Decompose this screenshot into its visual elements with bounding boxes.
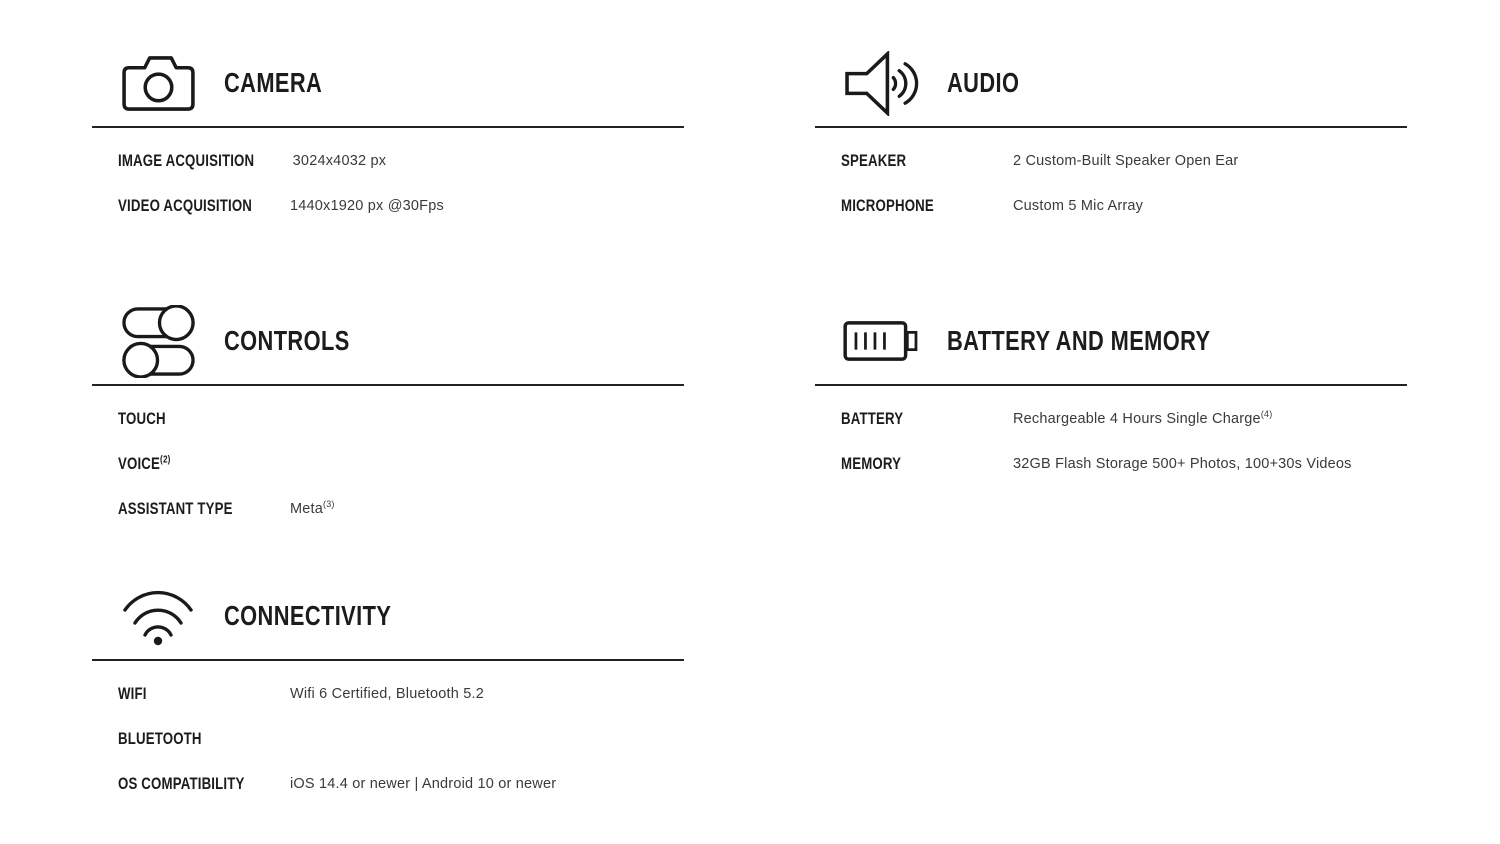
section-controls xyxy=(92,298,684,531)
camera-spec-rows xyxy=(92,128,684,228)
spec-row xyxy=(118,396,684,441)
controls-section-header xyxy=(92,298,684,386)
spec-label: SPEAKER xyxy=(841,150,907,170)
connectivity-spec-rows xyxy=(92,661,684,806)
section-title: CAMERA xyxy=(224,67,323,98)
spec-label: WIFI xyxy=(118,683,147,703)
camera-section-header xyxy=(92,40,684,128)
spec-row xyxy=(841,441,1407,486)
spec-label: MICROPHONE xyxy=(841,195,934,215)
spec-value: Wifi 6 Certified, Bluetooth 5.2 xyxy=(290,685,484,702)
spec-row xyxy=(118,716,684,761)
section-title: BATTERY AND MEMORY xyxy=(947,325,1211,356)
spec-row xyxy=(841,183,1407,228)
battery-icon xyxy=(843,319,919,363)
section-battery-memory xyxy=(815,298,1407,486)
section-connectivity xyxy=(92,573,684,806)
spec-value: 1440x1920 px @30Fps xyxy=(290,197,444,214)
spec-row xyxy=(118,138,684,183)
connectivity-section-header xyxy=(92,573,684,661)
spec-value: 3024x4032 px xyxy=(292,152,387,169)
spec-value: Rechargeable 4 Hours Single Charge$^{(4)}$ xyxy=(1013,408,1273,427)
spec-label: ASSISTANT TYPE xyxy=(118,498,233,518)
spec-label: BLUETOOTH xyxy=(118,728,202,748)
section-title: CONTROLS xyxy=(224,325,350,356)
battery-section-header xyxy=(815,298,1407,386)
spec-row xyxy=(118,761,684,806)
section-camera xyxy=(92,40,684,228)
audio-section-header xyxy=(815,40,1407,128)
spec-label: BATTERY xyxy=(841,408,904,428)
controls-spec-rows xyxy=(92,386,684,531)
section-audio xyxy=(815,40,1407,228)
audio-spec-rows xyxy=(815,128,1407,228)
wifi-icon xyxy=(120,586,196,646)
spec-row xyxy=(118,441,684,486)
speaker-icon xyxy=(843,51,919,116)
battery-spec-rows xyxy=(815,386,1407,486)
spec-row xyxy=(841,138,1407,183)
spec-label: OS COMPATIBILITY xyxy=(118,773,245,793)
spec-label: MEMORY xyxy=(841,453,902,473)
spec-value: iOS 14.4 or newer | Android 10 or newer xyxy=(290,775,557,792)
spec-value: Meta$^{(3)}$ xyxy=(290,498,335,517)
toggle-switches-icon xyxy=(120,305,196,378)
spec-value: 32GB Flash Storage 500+ Photos, 100+30s Videos xyxy=(1013,455,1352,472)
camera-icon xyxy=(120,54,196,113)
spec-row xyxy=(118,183,684,228)
spec-label: IMAGE ACQUISITION xyxy=(118,150,255,170)
spec-label: TOUCH xyxy=(118,408,166,428)
spec-row xyxy=(118,671,684,716)
spec-value: Custom 5 Mic Array xyxy=(1013,197,1144,214)
section-title: AUDIO xyxy=(947,67,1020,98)
section-title: CONNECTIVITY xyxy=(224,600,392,631)
spec-row xyxy=(118,486,684,531)
spec-label: VOICE$^{(2)}$ xyxy=(118,452,171,473)
spec-label: VIDEO ACQUISITION xyxy=(118,195,253,215)
spec-value: 2 Custom-Built Speaker Open Ear xyxy=(1013,152,1239,169)
spec-row xyxy=(841,396,1407,441)
